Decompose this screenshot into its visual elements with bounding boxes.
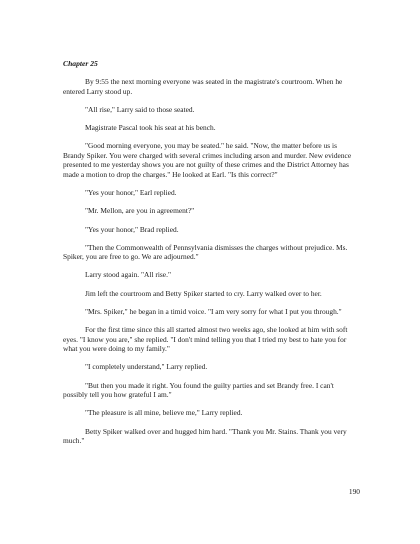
chapter-title: Chapter 25	[63, 59, 98, 68]
paragraph: By 9:55 the next morning everyone was seated in the magistrate's courtroom. When he entered Larry stood up.	[63, 77, 343, 96]
paragraph: "Good morning everyone, you may be seated." he said. "Now, the matter before us is Brandy Spiker. You were charged with several crimes including arson and murder. New evidence presented to me yesterday shows you are not guilty of these crimes and the District Attorney has made a motion to drop the charges." He looked at Earl. "Is this correct?"	[63, 141, 352, 179]
paragraph: "Mr. Mellon, are you in agreement?"	[85, 206, 195, 216]
paragraph: "Mrs. Spiker," he began in a timid voice. "I am very sorry for what I put you through."	[85, 306, 342, 316]
paragraph: "Then the Commonwealth of Pennsylvania dismisses the charges without prejudice. Ms. Spiker, you are free to go. We are adjourned."	[63, 242, 348, 262]
paragraph: "Yes your honor," Earl replied.	[85, 188, 177, 198]
paragraph: Betty Spiker walked over and hugged him hard. "Thank you Mr. Stains. Thank you very much."	[63, 426, 347, 446]
paragraph: "But then you made it right. You found the guilty parties and set Brandy free. I can't possibly tell you how grateful I am."	[63, 380, 334, 400]
paragraph: "I completely understand," Larry replied.	[85, 362, 208, 372]
chapter-body	[63, 77, 360, 454]
paragraph: Larry stood again. "All rise."	[85, 270, 171, 280]
paragraph: Jim left the courtroom and Betty Spiker started to cry. Larry walked over to her.	[85, 288, 322, 298]
paragraph: Magistrate Pascal took his seat at his bench.	[85, 122, 216, 132]
paragraph: "The pleasure is all mine, believe me," Larry replied.	[85, 408, 243, 418]
paragraph: "Yes your honor," Brad replied.	[85, 224, 179, 234]
page-number: 190	[348, 487, 360, 496]
paragraph: "All rise," Larry said to those seated.	[85, 104, 195, 114]
paragraph: For the first time since this all started almost two weeks ago, she looked at him with soft eyes. "I know you are," she replied. "I don't mind telling you that I tried my best to hate you for what you were doing to my family."	[63, 325, 348, 354]
